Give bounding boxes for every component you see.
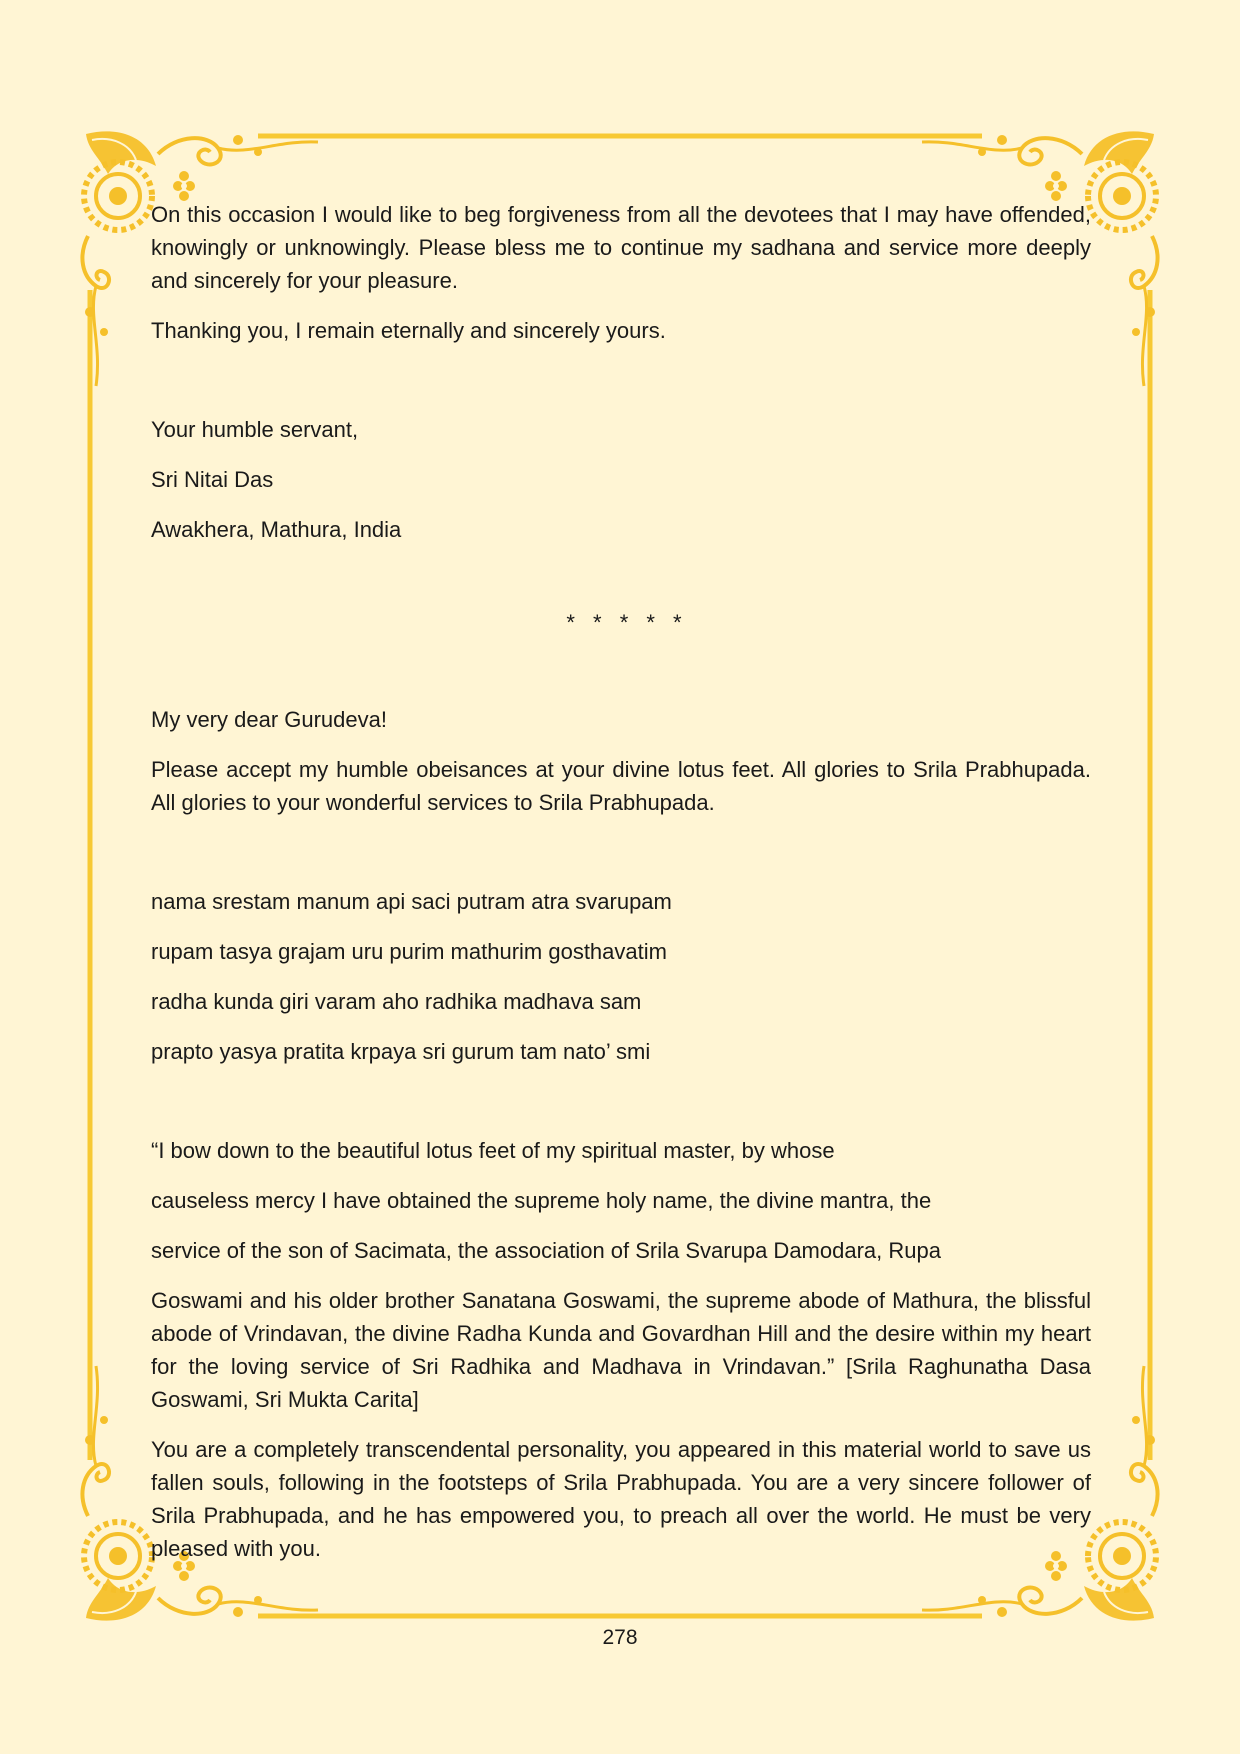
salutation: My very dear Gurudeva! [151, 707, 387, 732]
verse-line: radha kunda giri varam aho radhika madhava sam [151, 989, 642, 1014]
verse-line: nama srestam manum api saci putram atra svarupam [151, 889, 672, 914]
opening-paragraph: Please accept my humble obeisances at your divine lotus feet. All glories to Srila Prabhupada. All glories to your wonderful services to Srila Prabhupada. [151, 757, 1091, 815]
praise-paragraph: You are a completely transcendental personality, you appeared in this material world to save us fallen souls, following in the footsteps of Srila Prabhupada. You are a very sincere follower of Srila Prabhupada, and he has empowered you, to preach all over the world. He must be very pleased with you. [151, 1437, 1091, 1561]
signoff: Your humble servant, [151, 417, 359, 442]
thanks-line: Thanking you, I remain eternally and sincerely yours. [151, 318, 666, 343]
signer-location: Awakhera, Mathura, India [151, 517, 402, 542]
translation-line: “I bow down to the beautiful lotus feet of my spiritual master, by whose [151, 1138, 835, 1163]
translation-line: service of the son of Sacimata, the association of Srila Svarupa Damodara, Rupa [151, 1238, 941, 1263]
verse-line: prapto yasya pratita krpaya sri gurum tam nato’ smi [151, 1039, 651, 1064]
translation-paragraph: Goswami and his older brother Sanatana Goswami, the supreme abode of Mathura, the blissful abode of Vrindavan, the divine Radha Kunda and Govardhan Hill and the desire within my heart for the loving service of Sri Radhika and Madhava in Vrindavan.” [Srila Raghunatha Dasa Goswami, Sri Mukta Carita] [151, 1288, 1091, 1412]
signer-name: Sri Nitai Das [151, 467, 274, 492]
verse-line: rupam tasya grajam uru purim mathurim gosthavatim [151, 939, 667, 964]
closing-paragraph: On this occasion I would like to beg forgiveness from all the devotees that I may have offended, knowingly or unknowingly. Please bless me to continue my sadhana and service more deeply and sincerely for your pleasure. [151, 202, 1091, 293]
page-content [151, 198, 1091, 1565]
section-separator: * * * * * [566, 610, 688, 635]
page-number: 278 [602, 1626, 638, 1649]
translation-line: causeless mercy I have obtained the supreme holy name, the divine mantra, the [151, 1188, 932, 1213]
